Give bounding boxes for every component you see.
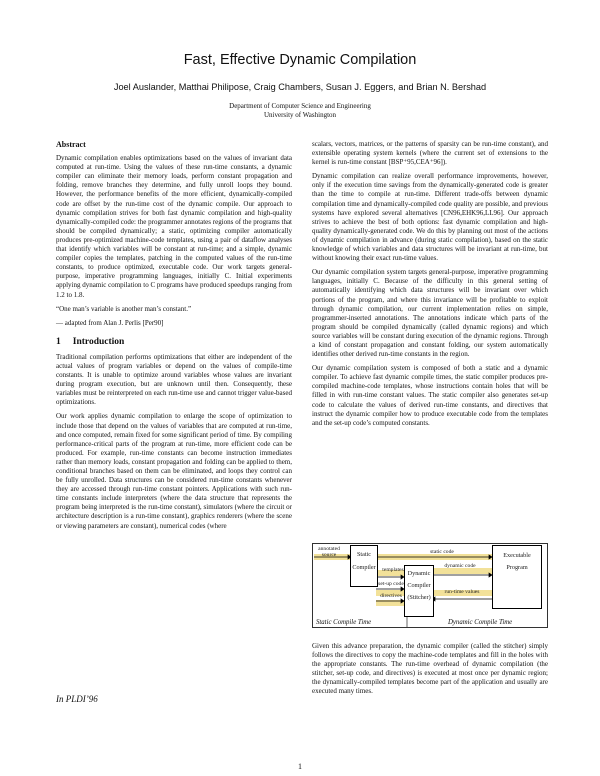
label-templates: templates [382, 567, 404, 573]
left-column [56, 140, 292, 536]
right-column [312, 140, 548, 433]
affiliation-university: University of Washington [263, 111, 337, 119]
right-paragraph-2: Dynamic compilation can realize overall performance improvements, however, only if the execution time savings from the dynamically-generated code is greater than the time to compile at run-time. Different trade-offs between dynamic compilation time and dynamically-compiled code quality are possible, and previous systems have explored several alternatives [CN96,EHK96,LL96]. Our approach strives to achieve the best of both options: fast dynamic compilation and high-quality dynamically-generated code. We do this by planning out most of the actions of dynamic compilation in advance (during static compilation), based on the static knowledge of which variables and data structures will be invariant at run-time, but without knowing their exact run-time values. [312, 172, 548, 263]
label-setup-code: set-up code [378, 581, 404, 587]
right-paragraph-3: Our dynamic compilation system targets general-purpose, imperative programming languages, initially C. Because of the difficulty in this general setting of automatically identifying which data structures will be invariant over which portions of the program, and where this invariance will be profitable to exploit through dynamic compilation, our current implementation relies on simple, programmer-inserted annotations. The annotations indicate which parts of the program should be compiled dynamically (called dynamic regions) and which source variables will be constant during execution of the dynamic regions. Through a kind of constant propagation and constant folding, our system automatically identifies other derived run-time constants in the region. [312, 268, 548, 359]
executable-program-box: Executable Program [492, 545, 542, 609]
right-paragraph-4: Our dynamic compilation system is composed of both a static and a dynamic compiler. To achieve fast dynamic compile times, the static compiler produces pre-compiled machine-code templates, whose instructions contain holes that will be filled in with run-time constant values. The static compiler also generates set-up code to calculate the values of derived run-time constants, and directives that instruct the dynamic compiler how to produce executable code from the templates and the set-up code’s computed constants. [312, 364, 548, 427]
right-column-bottom [312, 642, 548, 702]
static-compiler-box: Static Compiler [350, 545, 378, 587]
intro-paragraph-2: Our work applies dynamic compilation to enlarge the scope of optimization to include those that depend on the values of variables that are computed at run-time, and once computed, remain fixed for some significant period of time. By compiling performance-critical parts of the program at run-time, more efficient code can be produced. For example, run-time constants can become instruction immediates rather than memory loads, constant propagation and folding can be applied to them, conditional branches based on them can be eliminated, and loops they control can be fully unrolled. Data structures can be considered run-time constants whenever they are accessed through run-time constant pointers. Applications with such run-time constants include interpreters (where the data structure that represents the program being interpreted is the run-time constant), simulators (where the circuit or architecture description is a run-time constant), graphics renderers (where the scene or viewing parameters are constant), numerical codes (where [56, 412, 292, 530]
right-paragraph-5: Given this advance preparation, the dynamic compiler (called the stitcher) simply follows the directives to copy the machine-code templates and fill in the holes with the appropriate constants. The run-time overhead of dynamic compilation (the stitcher, set-up code, and directives) is executed at most once per dynamic region; the dynamically-compiled templates become part of the application and usually are executed many times. [312, 642, 548, 696]
epigraph-quote: “One man’s variable is another man’s constant.” [56, 304, 192, 313]
intro-paragraph-1: Traditional compilation performs optimizations that either are independent of the actual values of program variables or depend on the values of compile-time constants. It is unable to optimize around variables whose values are invariant during program execution, but are unknown until then. Consequently, these variables must be reinterpreted on each run-time use and cannot trigger value-based optimizations. [56, 352, 292, 407]
right-paragraph-1: scalars, vectors, matrices, or the patterns of sparsity can be run-time constant), and extensible operating system kernels (where the current set of extensions to the kernel is run-time constant [BSP⁺95,CEA⁺96]). [312, 140, 548, 167]
section-number: 1 [56, 336, 61, 347]
section-heading-introduction [56, 338, 292, 347]
paper-title: Fast, Effective Dynamic Compilation [183, 52, 417, 68]
label-dynamic-code: dynamic code [444, 563, 476, 569]
system-overview-figure [312, 543, 548, 631]
page-number: 1 [298, 762, 302, 771]
abstract-heading: Abstract [56, 140, 86, 149]
author-list: Joel Auslander, Matthai Philipose, Craig Chambers, Susan J. Eggers, and Brian N. Bershad [113, 82, 487, 92]
label-static-code: static code [430, 549, 454, 555]
dynamic-compiler-box: Dynamic Compiler (Stitcher) [404, 565, 434, 617]
venue-footnote: In PLDI’96 [56, 694, 98, 704]
label-directives: directives [380, 593, 402, 599]
label-annotated-source: annotated source [318, 546, 340, 559]
label-static-compile-time: Static Compile Time [316, 619, 372, 626]
label-dynamic-compile-time: Dynamic Compile Time [448, 619, 513, 626]
epigraph-source: — adapted from Alan J. Perlis [Per90] [56, 318, 164, 327]
section-title: Introduction [72, 336, 125, 347]
label-runtime-values: run-time values [444, 589, 480, 595]
affiliation [0, 102, 600, 120]
abstract-text: Dynamic compilation enables optimizations based on the values of invariant data computed at run-time. Using the values of these run-time constants, a dynamic compiler can eliminate their memory loads, perform constant propagation and folding, remove branches they determine, and fully unroll loops they bound. However, the performance benefits of the more efficient, dynamically-compiled code are offset by the run-time cost of the dynamic compile. Our approach to dynamic compilation strives for both fast dynamic compilation and high-quality dynamically-compiled code: the programmer annotates regions of the programs that should be compiled dynamically; a static, optimizing compiler automatically produces pre-optimized machine-code templates, using a pair of dataflow analyses that identify which variables will be constant at run-time; and a simple, dynamic compiler copies the templates, patching in the computed values of the run-time constants, to produce optimized, executable code. Our work targets general-purpose, imperative programming languages, initially C. Initial experiments applying dynamic compilation to C programs have produced speedups ranging from 1.2 to 1.8. [56, 154, 293, 299]
affiliation-department: Department of Computer Science and Engineering [229, 102, 371, 110]
